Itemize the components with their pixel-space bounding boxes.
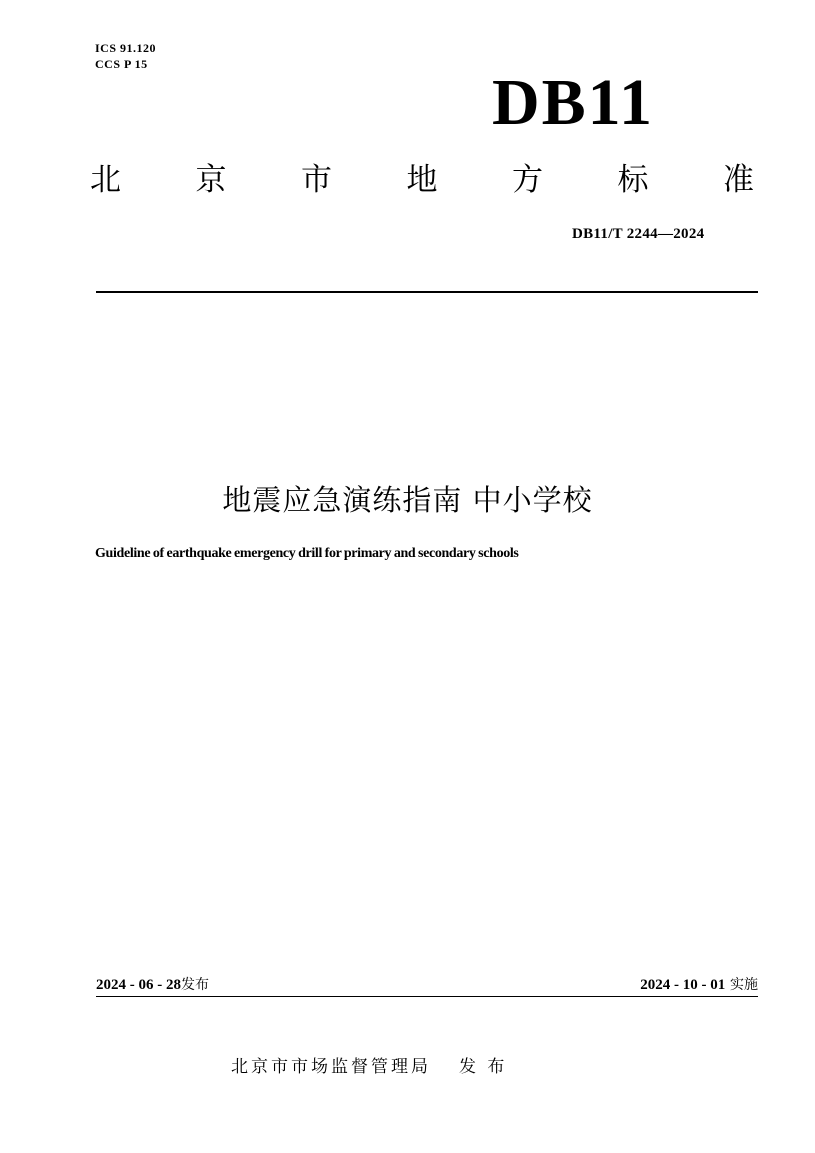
publisher-name: 北京市市场监督管理局 xyxy=(231,1057,431,1077)
standard-type-char: 准 xyxy=(723,162,754,198)
issue-date: 2024 - 06 - 28 xyxy=(96,977,181,993)
publish-action: 发 布 xyxy=(459,1057,508,1077)
ccs-code: CCS P 15 xyxy=(95,57,148,71)
standard-type-char: 方 xyxy=(512,162,543,198)
implementation-label: 实施 xyxy=(730,977,758,993)
standard-number: DB11/T 2244—2024 xyxy=(572,226,705,242)
document-title-chinese: 地震应急演练指南 中小学校 xyxy=(222,483,593,517)
issue-label: 发布 xyxy=(181,977,209,993)
issue-date-block xyxy=(96,974,209,995)
ics-code: ICS 91.120 xyxy=(95,41,157,55)
document-title-english: Guideline of earthquake emergency drill for primary and secondary schools xyxy=(95,546,519,561)
implementation-date: 2024 - 10 - 01 xyxy=(640,977,726,993)
standard-type-char: 北 xyxy=(90,162,121,198)
db-standard-mark: DB11 xyxy=(492,66,655,139)
standard-type-title xyxy=(90,160,754,200)
publisher-line xyxy=(231,1056,507,1078)
implementation-date-block xyxy=(640,974,758,995)
standard-type-char: 市 xyxy=(301,162,332,198)
top-divider xyxy=(96,291,758,293)
standard-type-char: 地 xyxy=(406,162,438,198)
standard-type-char: 京 xyxy=(195,162,227,198)
classification-codes xyxy=(95,40,156,72)
standard-type-char: 标 xyxy=(617,162,649,198)
bottom-divider xyxy=(96,996,758,997)
